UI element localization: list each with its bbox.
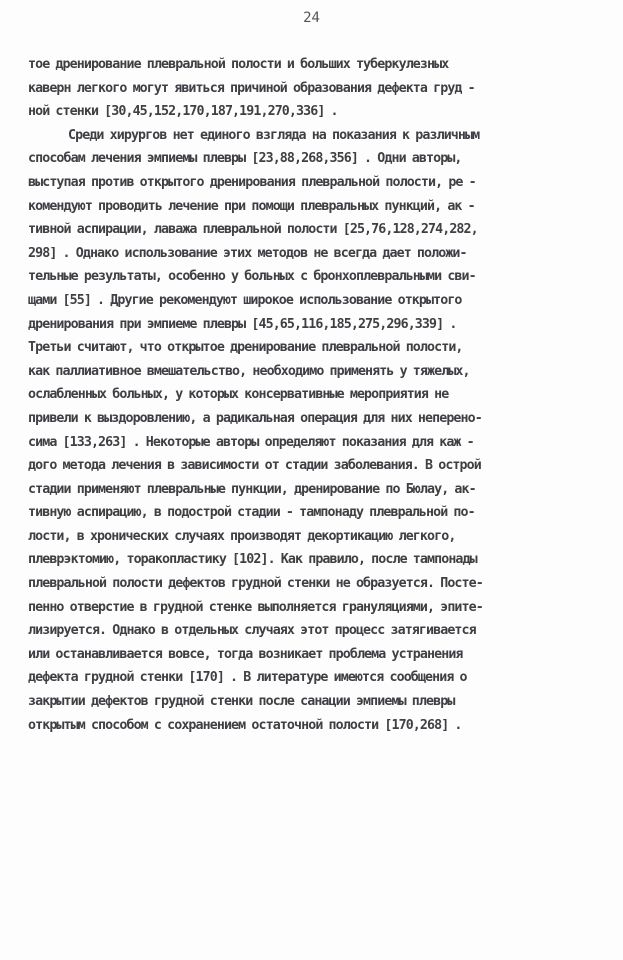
text-line: дого метода лечения в зависимости от стадии заболевания. В острой bbox=[28, 458, 481, 474]
text-line: Третьи считают, что открытое дренирование плевральной полости, bbox=[28, 340, 463, 356]
text-line: ной стенки [30,45,152,170,187,191,270,336] . bbox=[28, 104, 338, 120]
text-line: открытым способом с сохранением остаточной полости [170,268] . bbox=[28, 717, 462, 733]
text-line: или останавливается вовсе, тогда возникает проблема устранения bbox=[28, 646, 463, 662]
body-text bbox=[28, 53, 603, 737]
text-line: тивной аспирации, лаважа плевральной полости [25,76,128,274,282, bbox=[28, 222, 478, 238]
text-line: как паллиативное вмешательство, необходимо применять у тяжелых, bbox=[28, 363, 470, 379]
text-line: тельные результаты, особенно у больных с бронхоплевральными сви- bbox=[28, 269, 476, 285]
text-line: 298] . Однако использование этих методов не всегда дает положи- bbox=[28, 245, 467, 261]
text-line: дренирования при эмпиеме плевры [45,65,116,185,275,296,339] . bbox=[28, 316, 457, 332]
paragraph-first-line: Среди хирургов нет единого взгляда на показания к различным bbox=[68, 127, 480, 143]
text-line: тое дренирование плевральной полости и больших туберкулезных bbox=[28, 57, 449, 72]
text-line: дефекта грудной стенки [170] . В литературе имеются сообщения о bbox=[28, 670, 467, 686]
text-line: пенно отверстие в грудной стенке выполняется грануляциями, эпите- bbox=[28, 599, 483, 615]
text-line: каверн легкого могут явиться причиной образования дефекта груд - bbox=[28, 80, 475, 96]
text-line: плеврэктомию, торакопластику [102]. Как правило, после тампонады bbox=[28, 552, 477, 568]
text-line: стадии применяют плевральные пункции, дренирование по Бюлау, ак- bbox=[28, 481, 476, 497]
text-line: выступая против открытого дренирования плевральной полости, ре - bbox=[28, 174, 476, 190]
text-line: привели к выздоровлению, а радикальная операция для них неперено- bbox=[28, 410, 482, 426]
text-line: плевральной полости дефектов грудной стенки не образуется. Посте- bbox=[28, 576, 483, 592]
text-line: закрытии дефектов грудной стенки после санации эмпиемы плевры bbox=[28, 694, 455, 710]
text-line: способам лечения эмпиемы плевры [23,88,268,356] . Одни авторы, bbox=[28, 151, 462, 167]
text-line: сима [133,263] . Некоторые авторы определяют показания для каж - bbox=[28, 434, 474, 450]
page-number: 24 bbox=[303, 10, 320, 26]
text-line: щами [55] . Другие рекомендуют широкое использование открытого bbox=[28, 292, 462, 308]
text-line: ослабленных больных, у которых консервативные мероприятия не bbox=[28, 387, 449, 403]
text-line: тивную аспирацию, в подострой стадии - тампонаду плевральной по- bbox=[28, 505, 475, 521]
text-line: лизируется. Однако в отдельных случаях этот процесс затягивается bbox=[28, 623, 476, 639]
text-line: комендуют проводить лечение при помощи плевральных пункций, ак - bbox=[28, 198, 475, 214]
text-line: лости, в хронических случаях производят декортикацию легкого, bbox=[28, 528, 456, 544]
